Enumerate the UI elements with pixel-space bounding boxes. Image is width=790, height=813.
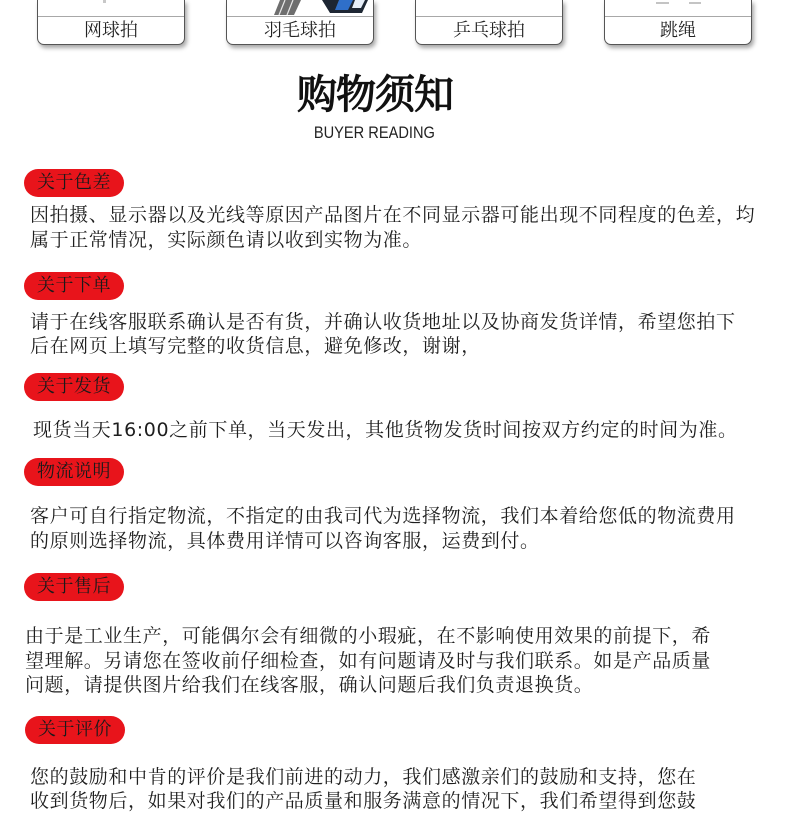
section-text-reviews	[30, 765, 696, 789]
notice-text-line: 的原则选择物流，具体费用详情可以咨询客服，运费到付。	[30, 530, 540, 552]
section-text-logistics	[30, 504, 736, 554]
section-badge-shipping: 关于发货	[24, 373, 124, 401]
notice-text-line: 客户可自行指定物流，不指定的由我司代为选择物流，我们本着给您低的物流费用	[30, 505, 736, 527]
tennis-racket-photo	[38, 0, 184, 17]
section-text-shipping	[33, 418, 738, 442]
page-title: 购物须知	[297, 72, 453, 118]
page-subtitle-wrap	[0, 123, 748, 143]
notice-text-line: 现货当天16:00之前下单，当天发出，其他货物发货时间按双方约定的时间为准。	[33, 419, 738, 441]
notice-text-line: 您的鼓励和中肯的评价是我们前进的动力，我们感激亲们的鼓励和支持，您在	[30, 766, 697, 788]
notice-text-line: 属于正常情况，实际颜色请以收到实物为准。	[30, 229, 423, 251]
notice-text-line: 因拍摄、显示器以及光线等原因产品图片在不同显示器可能出现不同程度的色差，均	[30, 204, 756, 226]
jump-rope-photo	[605, 0, 751, 17]
section-text-after-sales	[25, 624, 711, 698]
page-subtitle: BUYER READING	[313, 123, 435, 142]
table-tennis-racket-photo	[416, 0, 562, 17]
notice-text-line: 请于在线客服联系确认是否有货，并确认收货地址以及协商发货详情，希望您拍下	[30, 311, 736, 333]
notice-text-line: 后在网页上填写完整的收货信息，避免修改，谢谢，	[30, 335, 481, 357]
notice-text-line: 由于是工业生产，可能偶尔会有细微的小瑕疵，在不影响使用效果的前提下，希	[25, 625, 712, 647]
section-badge-color-difference: 关于色差	[24, 169, 124, 197]
section-badge-reviews: 关于评价	[25, 716, 125, 744]
section-badge-ordering: 关于下单	[24, 272, 124, 300]
category-label: 网球拍	[84, 20, 138, 41]
category-label: 跳绳	[660, 20, 696, 41]
category-card-badminton-racket[interactable]	[226, 0, 374, 45]
notice-text-line: 问题，请提供图片给我们在线客服，确认问题后我们负责退换货。	[25, 674, 594, 696]
notice-text-line: 收到货物后，如果对我们的产品质量和服务满意的情况下，我们希望得到您鼓	[30, 790, 697, 812]
category-card-table-tennis-racket[interactable]	[415, 0, 563, 45]
section-text-color-difference	[30, 203, 755, 253]
notice-text-line: 望理解。另请您在签收前仔细检查，如有问题请及时与我们联系。如是产品质量	[25, 649, 712, 672]
category-card-jump-rope[interactable]	[604, 0, 752, 45]
section-badge-after-sales: 关于售后	[24, 573, 124, 601]
section-text-ordering	[30, 310, 736, 358]
badminton-racket-photo	[227, 0, 373, 17]
section-text-reviews-cutoff	[30, 789, 697, 812]
category-label: 乒乓球拍	[453, 20, 525, 41]
category-label: 羽毛球拍	[264, 20, 336, 41]
section-badge-logistics: 物流说明	[24, 458, 124, 486]
category-card-tennis-racket[interactable]	[37, 0, 185, 45]
